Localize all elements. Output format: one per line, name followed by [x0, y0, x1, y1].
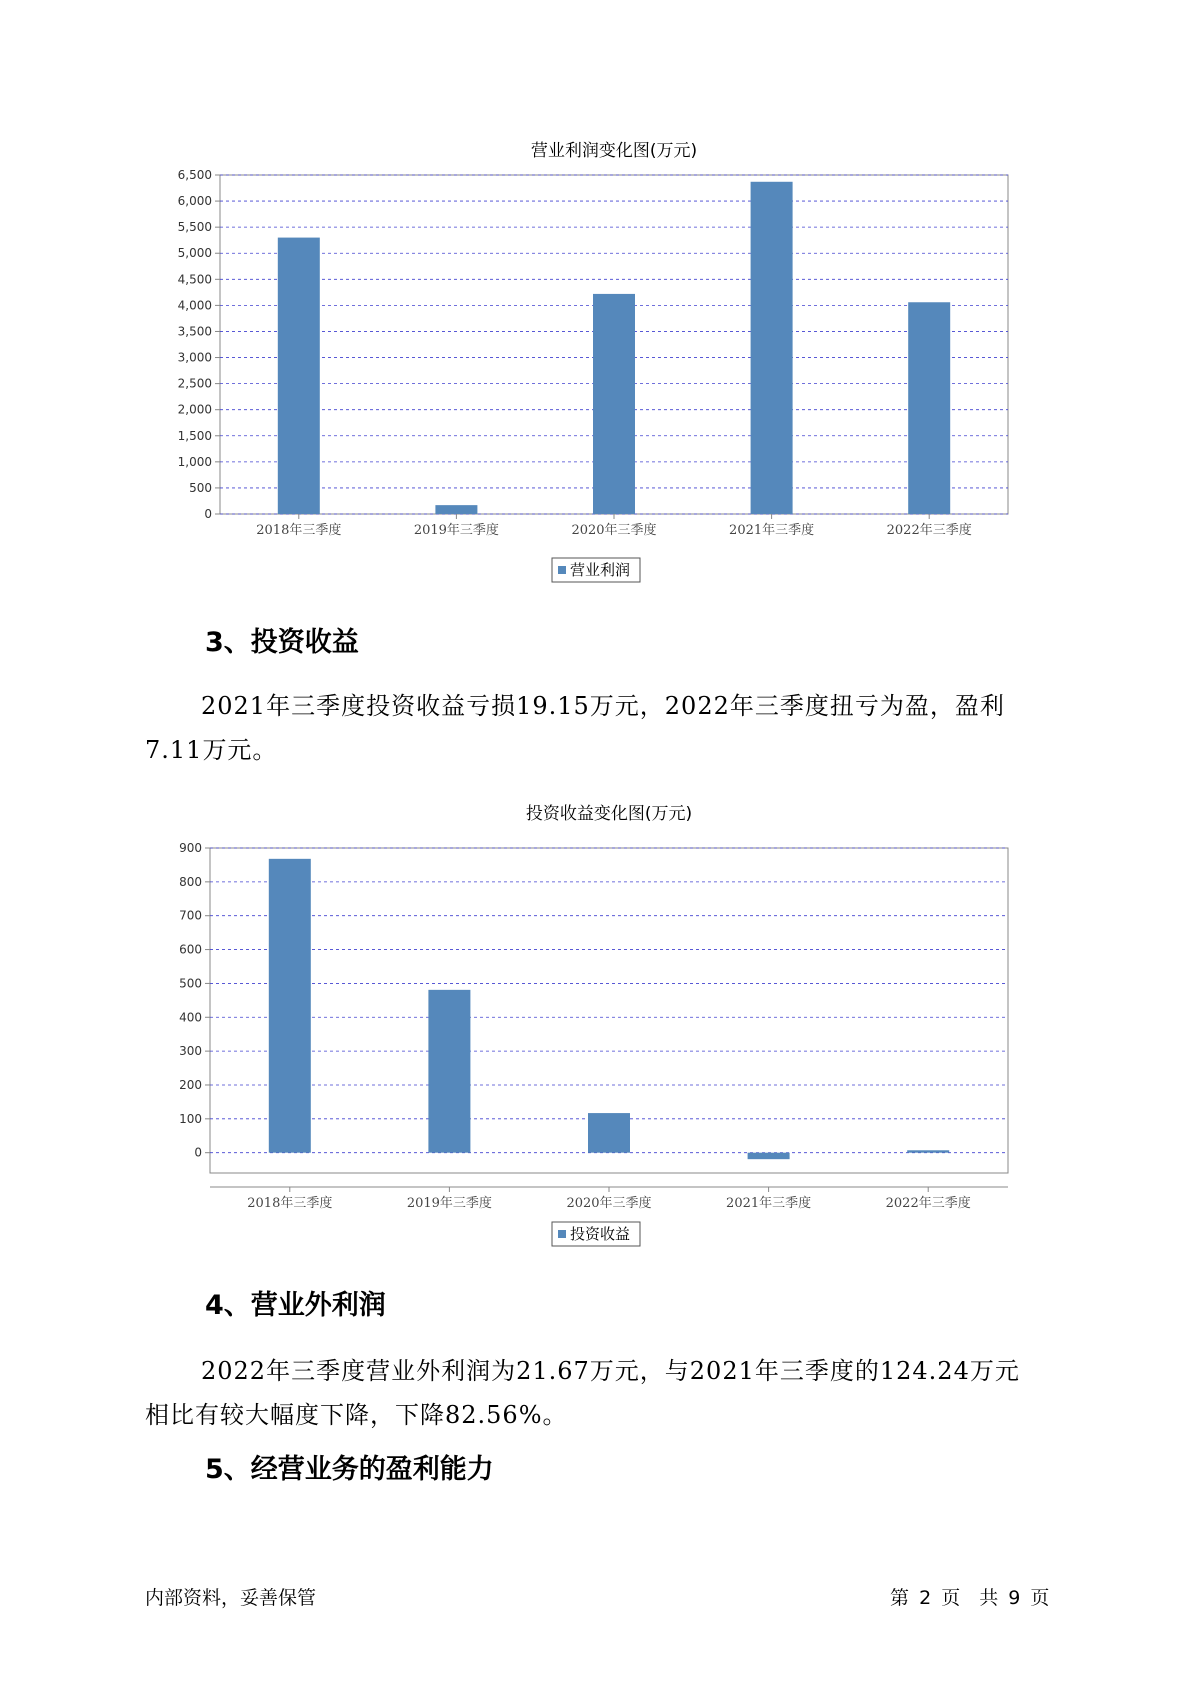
- footer-page-number: [890, 1583, 1053, 1610]
- x-tick-label: 2018年三季度: [247, 1196, 333, 1211]
- operating-profit-chart: [0, 130, 1191, 600]
- bar-2018年三季度: [269, 859, 311, 1153]
- chart-title: 营业利润变化图(万元): [530, 141, 698, 161]
- section-3-line-1: 2021年三季度投资收益亏损19.15万元，2022年三季度扭亏为盈，盈利: [201, 692, 1005, 720]
- page-prefix: 第: [890, 1587, 910, 1609]
- x-tick-label: 2022年三季度: [886, 523, 972, 538]
- bar-2021年三季度: [751, 182, 793, 514]
- y-tick-label: 3,500: [177, 324, 212, 339]
- y-tick-label: 2,500: [177, 376, 212, 391]
- y-tick-label: 4,000: [177, 298, 212, 313]
- page-suffix: 页: [1030, 1587, 1050, 1609]
- y-tick-label: 100: [179, 1111, 202, 1126]
- operating-profit-chart-svg: [0, 130, 1191, 600]
- y-tick-label: 400: [179, 1010, 202, 1025]
- x-tick-label: 2019年三季度: [406, 1196, 492, 1211]
- bar-2018年三季度: [278, 238, 320, 514]
- x-tick-label: 2020年三季度: [571, 523, 657, 538]
- y-tick-label: 4,500: [177, 272, 212, 287]
- bar-2020年三季度: [588, 1113, 630, 1153]
- x-tick-label: 2018年三季度: [256, 523, 342, 538]
- y-tick-label: 900: [179, 841, 202, 855]
- bar-2019年三季度: [428, 990, 470, 1153]
- page-current: 2: [919, 1587, 932, 1609]
- section-4-line-1: 2022年三季度营业外利润为21.67万元，与2021年三季度的124.24万元: [201, 1357, 1020, 1385]
- x-tick-label: 2022年三季度: [885, 1196, 971, 1211]
- y-tick-label: 2,000: [177, 402, 212, 417]
- y-tick-label: 3,000: [177, 350, 212, 365]
- y-tick-label: 5,000: [177, 246, 212, 261]
- y-tick-label: 0: [194, 1145, 202, 1160]
- y-tick-label: 500: [189, 480, 212, 495]
- investment-income-chart: [0, 795, 1191, 1265]
- bar-2019年三季度: [435, 505, 477, 514]
- chart-title: 投资收益变化图(万元): [525, 804, 693, 824]
- y-tick-label: 6,500: [177, 168, 212, 182]
- x-tick-label: 2021年三季度: [729, 523, 815, 538]
- page-total: 9: [1008, 1587, 1021, 1609]
- legend-swatch: [558, 566, 566, 574]
- y-tick-label: 5,500: [177, 220, 212, 235]
- y-tick-label: 1,000: [177, 454, 212, 469]
- section-4-heading: 4、营业外利润: [205, 1290, 386, 1321]
- bar-2021年三季度: [748, 1153, 790, 1159]
- y-tick-label: 700: [179, 908, 202, 923]
- y-tick-label: 200: [179, 1077, 202, 1092]
- bar-2022年三季度: [908, 302, 950, 514]
- bar-2020年三季度: [593, 294, 635, 514]
- y-tick-label: 1,500: [177, 428, 212, 443]
- investment-income-chart-svg: [0, 795, 1191, 1265]
- section-4-line-2: 相比有较大幅度下降，下降82.56%。: [145, 1401, 568, 1429]
- section-3-line-2: 7.11万元。: [145, 736, 278, 764]
- legend-label: 营业利润: [570, 561, 631, 579]
- y-tick-label: 600: [179, 942, 202, 957]
- y-tick-label: 800: [179, 874, 202, 889]
- y-tick-label: 300: [179, 1044, 202, 1059]
- y-tick-label: 6,000: [177, 194, 212, 209]
- x-tick-label: 2020年三季度: [566, 1196, 652, 1211]
- bar-2022年三季度: [907, 1150, 949, 1152]
- x-tick-label: 2021年三季度: [726, 1196, 812, 1211]
- y-tick-label: 0: [204, 507, 212, 521]
- y-tick-label: 500: [179, 976, 202, 991]
- page-mid: 页 共: [941, 1587, 999, 1609]
- legend-swatch: [558, 1230, 566, 1238]
- section-5-heading: 5、经营业务的盈利能力: [205, 1454, 494, 1485]
- footer-confidential-note: 内部资料，妥善保管: [145, 1587, 317, 1609]
- section-3-heading: 3、投资收益: [205, 627, 359, 658]
- legend-label: 投资收益: [570, 1225, 631, 1243]
- x-tick-label: 2019年三季度: [413, 523, 499, 538]
